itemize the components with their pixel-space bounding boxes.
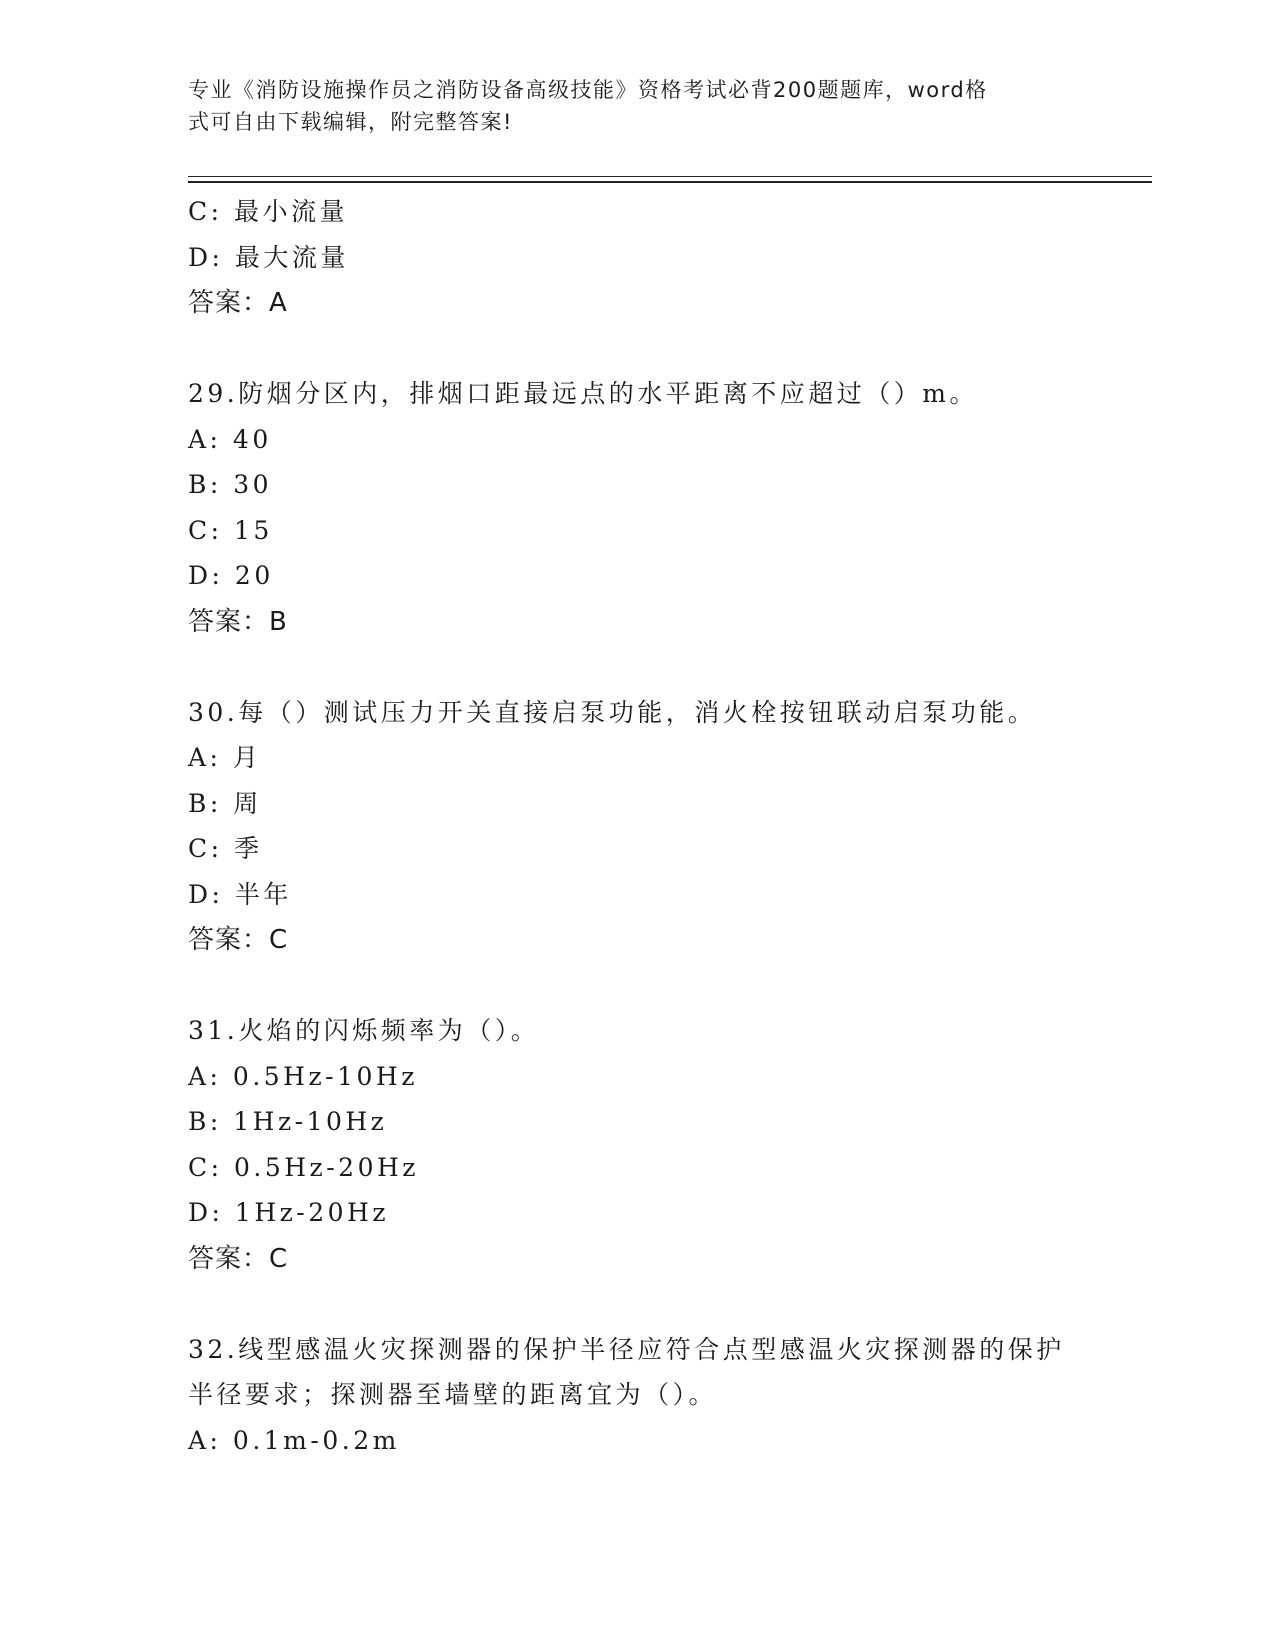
document-header	[188, 74, 1068, 138]
option-c: C: 0.5Hz-20Hz	[188, 1152, 419, 1182]
question-stem-line-1: 32.线型感温火灾探测器的保护半径应符合点型感温火灾探测器的保护	[188, 1334, 1065, 1364]
header-intro-line-2: 式可自由下载编辑，附完整答案!	[188, 110, 513, 134]
option-d: D: 20	[188, 561, 274, 590]
option-c: C: 最小流量	[188, 197, 348, 226]
answer-line: 答案：B	[188, 606, 288, 637]
option-b: B: 1Hz-10Hz	[188, 1107, 388, 1136]
option-c: C: 15	[188, 515, 273, 545]
option-c: C: 季	[188, 834, 263, 863]
option-a: A: 0.5Hz-10Hz	[188, 1061, 418, 1091]
question-29	[188, 371, 1108, 645]
question-31	[188, 1008, 1108, 1282]
question-32	[188, 1327, 1108, 1464]
answer-line: 答案：C	[188, 925, 289, 955]
option-d: D: 1Hz-20Hz	[188, 1198, 390, 1227]
question-stem-line-2: 半径要求；探测器至墙壁的距离宜为（）。	[188, 1380, 718, 1409]
option-d: D: 半年	[188, 879, 292, 909]
option-b: B: 周	[188, 788, 262, 818]
answer-line: 答案：A	[188, 288, 288, 318]
question-stem: 29.防烟分区内，排烟口距最远点的水平距离不应超过（）m。	[188, 379, 978, 408]
option-a: A: 月	[188, 743, 262, 772]
question-30	[188, 690, 1108, 964]
header-divider-thick	[188, 181, 1152, 183]
answer-line: 答案：C	[188, 1243, 289, 1274]
question-list	[188, 189, 1108, 1463]
question-stem: 31.火焰的闪烁频率为（）。	[188, 1016, 540, 1045]
header-divider-thin	[188, 176, 1152, 177]
option-d: D: 最大流量	[188, 242, 349, 272]
option-a: A: 0.1m-0.2m	[188, 1425, 400, 1455]
option-b: B: 30	[188, 470, 273, 499]
header-intro-line-1: 专业《消防设施操作员之消防设备高级技能》资格考试必背200题题库，word格	[188, 78, 988, 102]
option-a: A: 40	[188, 424, 272, 454]
previous-question-tail	[188, 189, 1108, 326]
question-stem: 30.每（）测试压力开关直接启泵功能，消火栓按钮联动启泵功能。	[188, 697, 1037, 727]
